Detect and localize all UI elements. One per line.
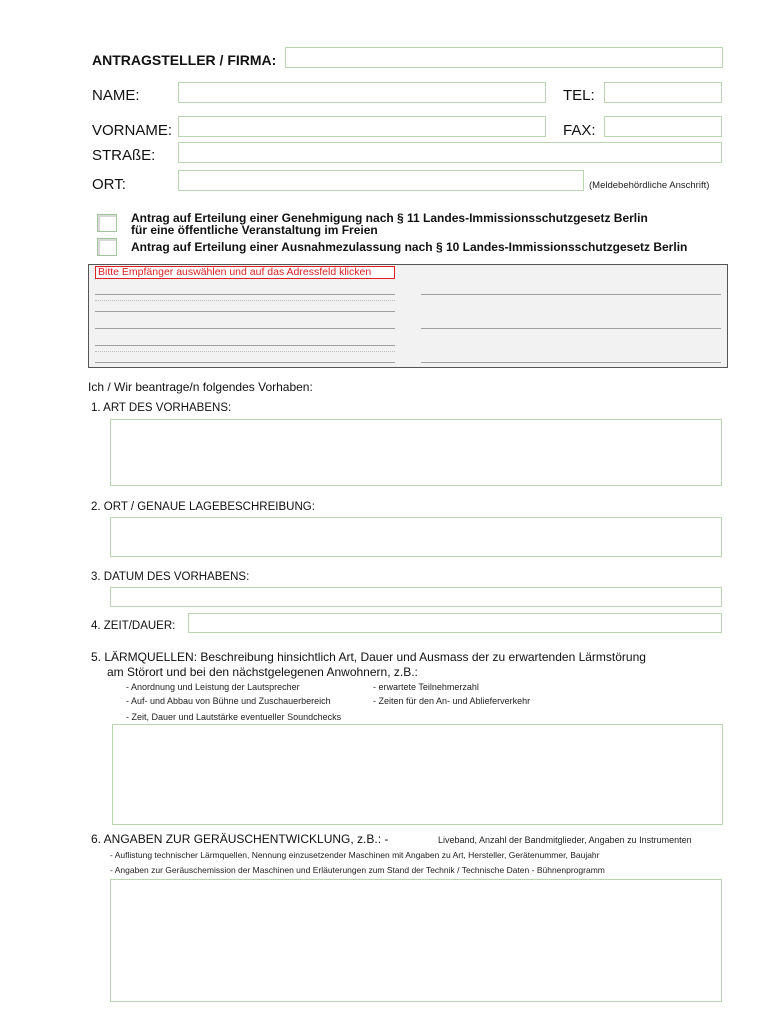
- ort-label: ORT:: [92, 176, 126, 193]
- section-4-title: 4. ZEIT/DAUER:: [91, 620, 176, 632]
- vorname-label: VORNAME:: [92, 122, 173, 139]
- option-2-checkbox[interactable]: [97, 238, 117, 256]
- select-recipient-button[interactable]: Bitte Empfänger auswählen und auf das Adressfeld klicken: [95, 266, 395, 279]
- section-6-item-1: - Auflistung technischer Lärmquellen, Nennung einzusetzender Maschinen mit Angaben zu Art, Hersteller, Gerätenummer, Baujahr: [110, 850, 600, 860]
- section-3-title: 3. DATUM DES VORHABENS:: [91, 571, 250, 583]
- option-2-line1: Antrag auf Erteilung einer Ausnahmezulassung nach § 10 Landes-Immissionsschutzgesetz Berlin: [131, 240, 688, 254]
- ort-input[interactable]: [178, 170, 584, 191]
- address-line-right-2: [421, 328, 721, 329]
- section-6-textarea[interactable]: [110, 879, 722, 1002]
- section-5-subtitle: am Störort und bei den nächstgelegenen Anwohnern, z.B.:: [107, 665, 418, 679]
- address-dots-left-2: [95, 351, 395, 352]
- option-1-checkbox[interactable]: [97, 214, 117, 232]
- section-5-textarea[interactable]: [112, 724, 723, 825]
- section-6-title: 6. ANGABEN ZUR GERÄUSCHENTWICKLUNG, z.B.: -: [91, 832, 389, 846]
- applicant-label: ANTRAGSTELLER / FIRMA:: [92, 52, 277, 68]
- section-4-input[interactable]: [188, 613, 722, 633]
- address-line-left-1: [95, 294, 395, 295]
- address-line-left-3: [95, 328, 395, 329]
- address-line-left-5: [95, 362, 395, 363]
- section-3-input[interactable]: [110, 587, 722, 607]
- section-2-title: 2. ORT / GENAUE LAGEBESCHREIBUNG:: [91, 501, 315, 513]
- section-6-title-rest: Liveband, Anzahl der Bandmitglieder, Angaben zu Instrumenten: [438, 835, 692, 845]
- section-5-item-5: - Zeit, Dauer und Lautstärke eventueller Soundchecks: [126, 712, 342, 722]
- fax-label: FAX:: [563, 122, 596, 139]
- section-2-textarea[interactable]: [110, 517, 722, 557]
- address-line-left-4: [95, 345, 395, 346]
- section-5-item-1: - Anordnung und Leistung der Lautsprecher: [126, 682, 300, 692]
- address-line-right-1: [421, 294, 721, 295]
- section-1-textarea[interactable]: [110, 419, 722, 486]
- intro-text: Ich / Wir beantrage/n folgendes Vorhaben:: [88, 380, 313, 394]
- name-input[interactable]: [178, 82, 546, 103]
- tel-input[interactable]: [604, 82, 722, 103]
- section-5-item-2: - erwartete Teilnehmerzahl: [373, 682, 479, 692]
- ort-note: (Meldebehördliche Anschrift): [589, 180, 710, 191]
- strasse-input[interactable]: [178, 142, 722, 163]
- tel-label: TEL:: [563, 87, 595, 104]
- address-line-right-3: [421, 362, 721, 363]
- section-5-item-4: - Zeiten für den An- und Ablieferverkehr: [373, 696, 531, 706]
- applicant-input[interactable]: [285, 47, 723, 68]
- section-5-title: 5. LÄRMQUELLEN: Beschreibung hinsichtlich Art, Dauer und Ausmass der zu erwartenden Lärmstörung: [91, 650, 646, 664]
- address-line-left-2: [95, 311, 395, 312]
- recipient-address-panel[interactable]: [88, 264, 728, 368]
- section-6-item-2: - Angaben zur Geräuschemission der Maschinen und Erläuterungen zum Stand der Technik / Technische Daten - Bühnenprogramm: [110, 865, 605, 875]
- strasse-label: STRAßE:: [92, 147, 156, 164]
- option-1-line1: Antrag auf Erteilung einer Genehmigung nach § 11 Landes-Immissionsschutzgesetz Berlin: [131, 211, 648, 225]
- address-dots-left-1: [95, 300, 395, 301]
- section-1-title: 1. ART DES VORHABENS:: [91, 402, 232, 414]
- fax-input[interactable]: [604, 116, 722, 137]
- name-label: NAME:: [92, 87, 140, 104]
- section-5-item-3: - Auf- und Abbau von Bühne und Zuschauerbereich: [126, 696, 331, 706]
- option-1-line2: für eine öffentliche Veranstaltung im Freien: [131, 223, 378, 237]
- vorname-input[interactable]: [178, 116, 546, 137]
